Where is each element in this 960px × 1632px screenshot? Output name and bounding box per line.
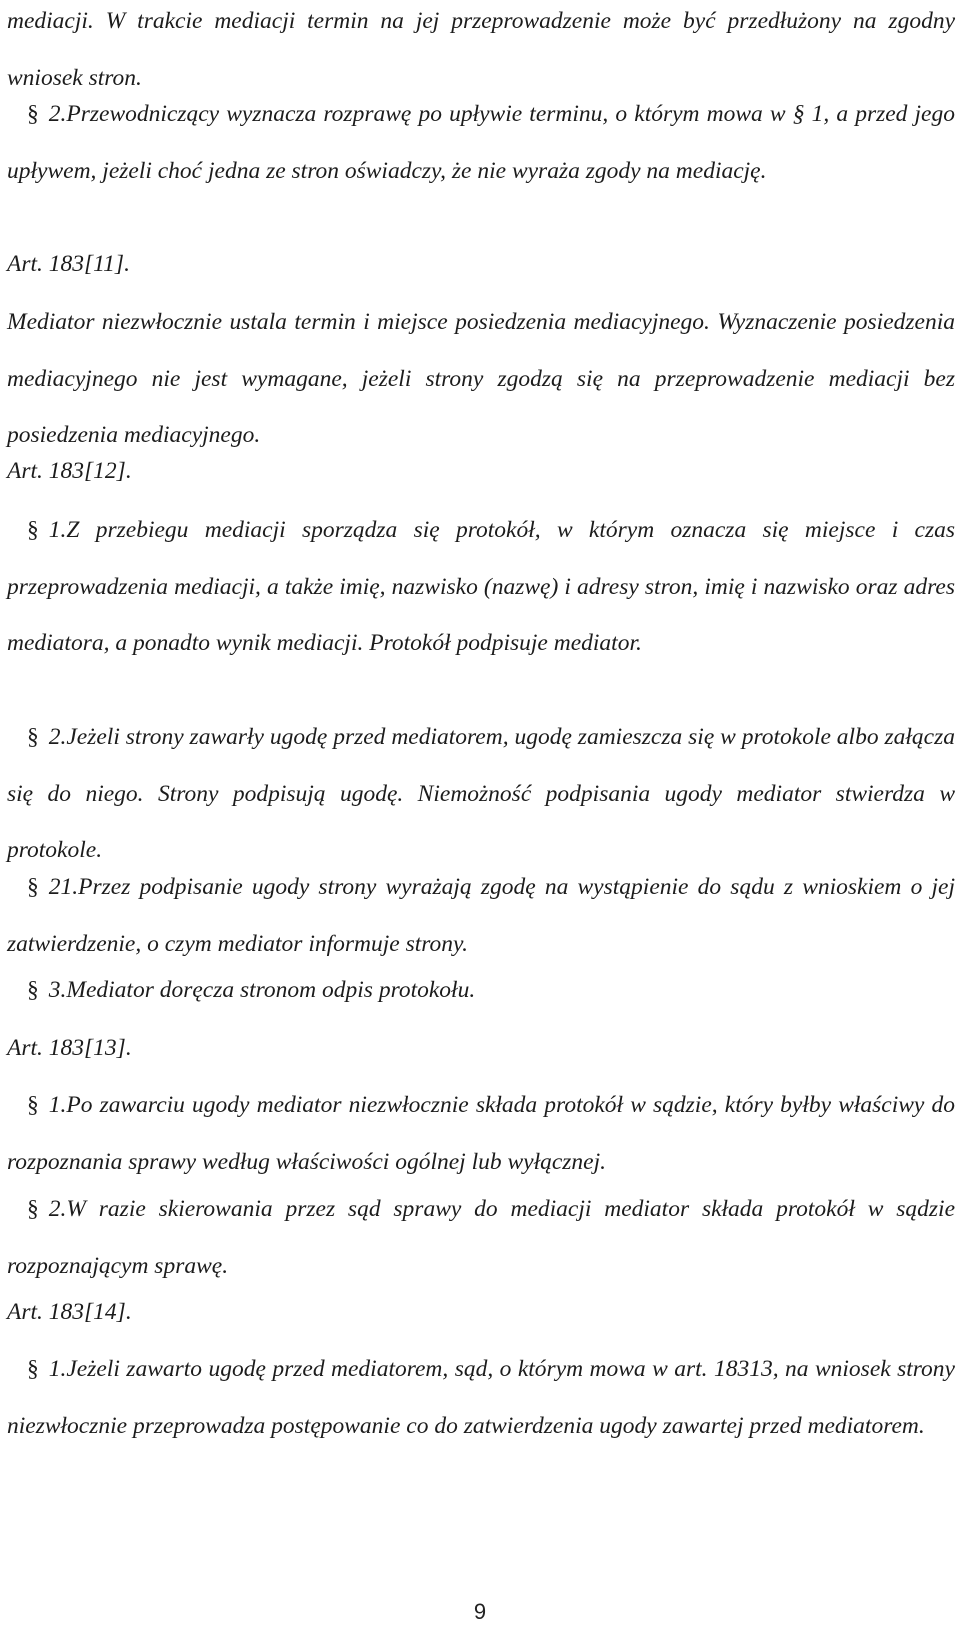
section-sign-icon: § bbox=[27, 101, 39, 127]
section-sign-icon: § bbox=[27, 874, 39, 900]
paragraph-par1-approval bbox=[7, 1341, 955, 1454]
section-sign-icon: § bbox=[27, 517, 39, 543]
paragraph-text: 1.Po zawarciu ugody mediator niezwłocznie składa protokół w sądzie, który byłby właściwy do rozpoznania sprawy według właściwości ogólnej lub wyłącznej. bbox=[7, 1092, 955, 1175]
paragraph-par1-protocol bbox=[7, 502, 955, 672]
paragraph-mediator-schedules bbox=[7, 294, 955, 464]
section-sign-icon: § bbox=[27, 1356, 39, 1382]
page-number: 9 bbox=[473, 1599, 487, 1624]
paragraph-text: 2.Przewodniczący wyznacza rozprawę po upływie terminu, o którym mowa w § 1, a przed jego upływem, jeżeli choć jedna ze stron oświadczy, że nie wyraża zgody na mediację. bbox=[7, 101, 955, 184]
article-title: Art. 183[14]. bbox=[7, 1299, 132, 1325]
article-heading-183-12 bbox=[7, 443, 955, 500]
section-sign-icon: § bbox=[27, 724, 39, 750]
section-sign-icon: § bbox=[27, 1196, 39, 1222]
section-sign-icon: § bbox=[27, 977, 39, 1003]
article-title: Art. 183[11]. bbox=[7, 251, 130, 277]
paragraph-text: 2.W razie skierowania przez sąd sprawy do mediacji mediator składa protokół w sądzie rozpoznającym sprawę. bbox=[7, 1196, 955, 1279]
article-heading-183-11 bbox=[7, 236, 955, 293]
paragraph-text: 1.Jeżeli zawarto ugodę przed mediatorem, sąd, o którym mowa w art. 18313, na wniosek strony niezwłocznie przeprowadza postępowanie co do zatwierdzenia ugody zawartej przed mediatorem. bbox=[7, 1356, 955, 1439]
article-heading-183-14 bbox=[7, 1284, 955, 1341]
article-heading-183-13 bbox=[7, 1020, 955, 1077]
article-title: Art. 183[12]. bbox=[7, 458, 132, 484]
paragraph-par21-consent bbox=[7, 859, 955, 972]
paragraph-par1-filing bbox=[7, 1077, 955, 1190]
paragraph-par2-settlement bbox=[7, 709, 955, 879]
section-sign-icon: § bbox=[27, 1092, 39, 1118]
paragraph-text: 2.Jeżeli strony zawarły ugodę przed mediatorem, ugodę zamieszcza się w protokole albo załącza się do niego. Strony podpisują ugodę. Niemożność podpisania ugody mediator stwierdza w protokole. bbox=[7, 724, 955, 863]
paragraph-par2-chairman bbox=[7, 86, 955, 199]
article-title: Art. 183[13]. bbox=[7, 1035, 132, 1061]
paragraph-par2-referral bbox=[7, 1181, 955, 1294]
paragraph-text: 3.Mediator doręcza stronom odpis protokołu. bbox=[48, 977, 476, 1003]
paragraph-text: 1.Z przebiegu mediacji sporządza się protokół, w którym oznacza się miejsce i czas przeprowadzenia mediacji, a także imię, nazwisko (nazwę) i adresy stron, imię i nazwisko oraz adres mediatora, a ponadto wynik mediacji. Protokół podpisuje mediator. bbox=[7, 517, 955, 656]
paragraph-text: 21.Przez podpisanie ugody strony wyrażają zgodę na wystąpienie do sądu z wnioskiem o jej zatwierdzenie, o czym mediator informuje strony. bbox=[7, 874, 955, 957]
paragraph-text: mediacji. W trakcie mediacji termin na jej przeprowadzenie może być przedłużony na zgodny wniosek stron. bbox=[7, 8, 955, 91]
paragraph-par3-copy bbox=[7, 962, 955, 1019]
paragraph-text: Mediator niezwłocznie ustala termin i miejsce posiedzenia mediacyjnego. Wyznaczenie posiedzenia mediacyjnego nie jest wymagane, jeżeli strony zgodzą się na przeprowadzenie mediacji bez posiedzenia mediacyjnego. bbox=[7, 309, 955, 448]
